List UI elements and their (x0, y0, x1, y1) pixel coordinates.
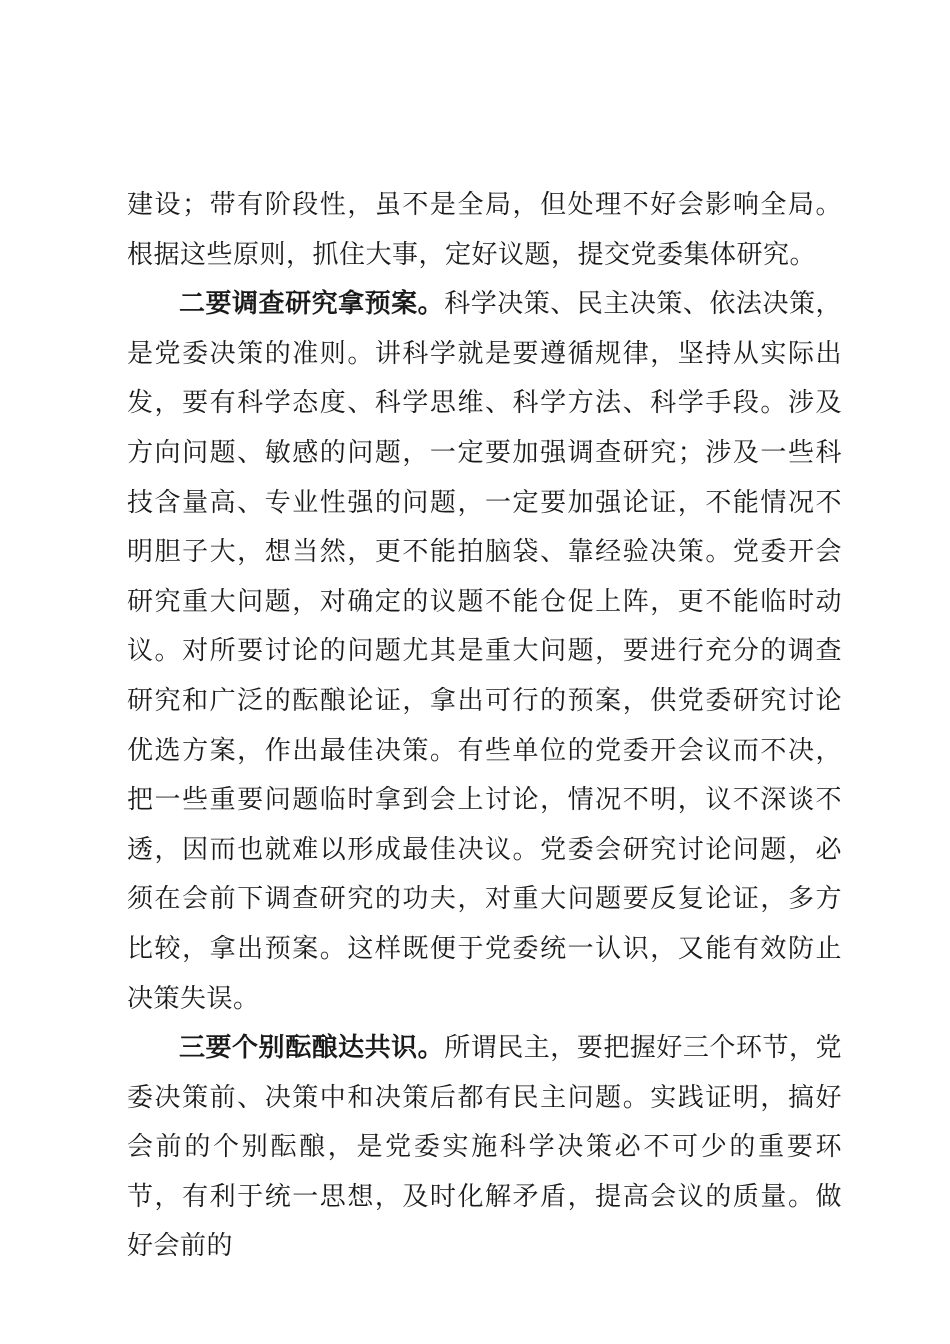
document-body (127, 181, 842, 1272)
paragraph-lead-heading: 二要调查研究拿预案。 (179, 289, 445, 320)
paragraph-individual-consultation (127, 1024, 842, 1272)
paragraph-text: 所谓民主，要把握好三个环节，党委决策前、决策中和决策后都有民主问题。实践证明，搞好会前的个别酝酿，是党委实施科学决策必不可少的重要环节，有利于统一思想，及时化解矛盾，提高会议的质量。做好会前的 (127, 1033, 842, 1262)
paragraph-text: 科学决策、民主决策、依法决策，是党委决策的准则。讲科学就是要遵循规律，坚持从实际出发，要有科学态度、科学思维、科学方法、科学手段。涉及方向问题、敏感的问题，一定要加强调查研究；涉及一些科技含量高、专业性强的问题，一定要加强论证，不能情况不明胆子大，想当然，更不能拍脑袋、靠经验决策。党委开会研究重大问题，对确定的议题不能仓促上阵，更不能临时动议。对所要讨论的问题尤其是重大问题，要进行充分的调查研究和广泛的酝酿论证，拿出可行的预案，供党委研究讨论优选方案，作出最佳决策。有些单位的党委开会议而不决，把一些重要问题临时拿到会上讨论，情况不明，议不深谈不透，因而也就难以形成最佳决议。党委会研究讨论问题，必须在会前下调查研究的功夫，对重大问题要反复论证，多方比较，拿出预案。这样既便于党委统一认识，又能有效防止决策失误。 (127, 289, 842, 1014)
paragraph-investigation-research (127, 280, 842, 1024)
paragraph-text: 建设；带有阶段性，虽不是全局，但处理不好会影响全局。根据这些原则，抓住大事，定好议题，提交党委集体研究。 (127, 190, 842, 270)
paragraph-continuation (127, 181, 842, 280)
paragraph-lead-heading: 三要个别酝酿达共识。 (179, 1033, 445, 1064)
